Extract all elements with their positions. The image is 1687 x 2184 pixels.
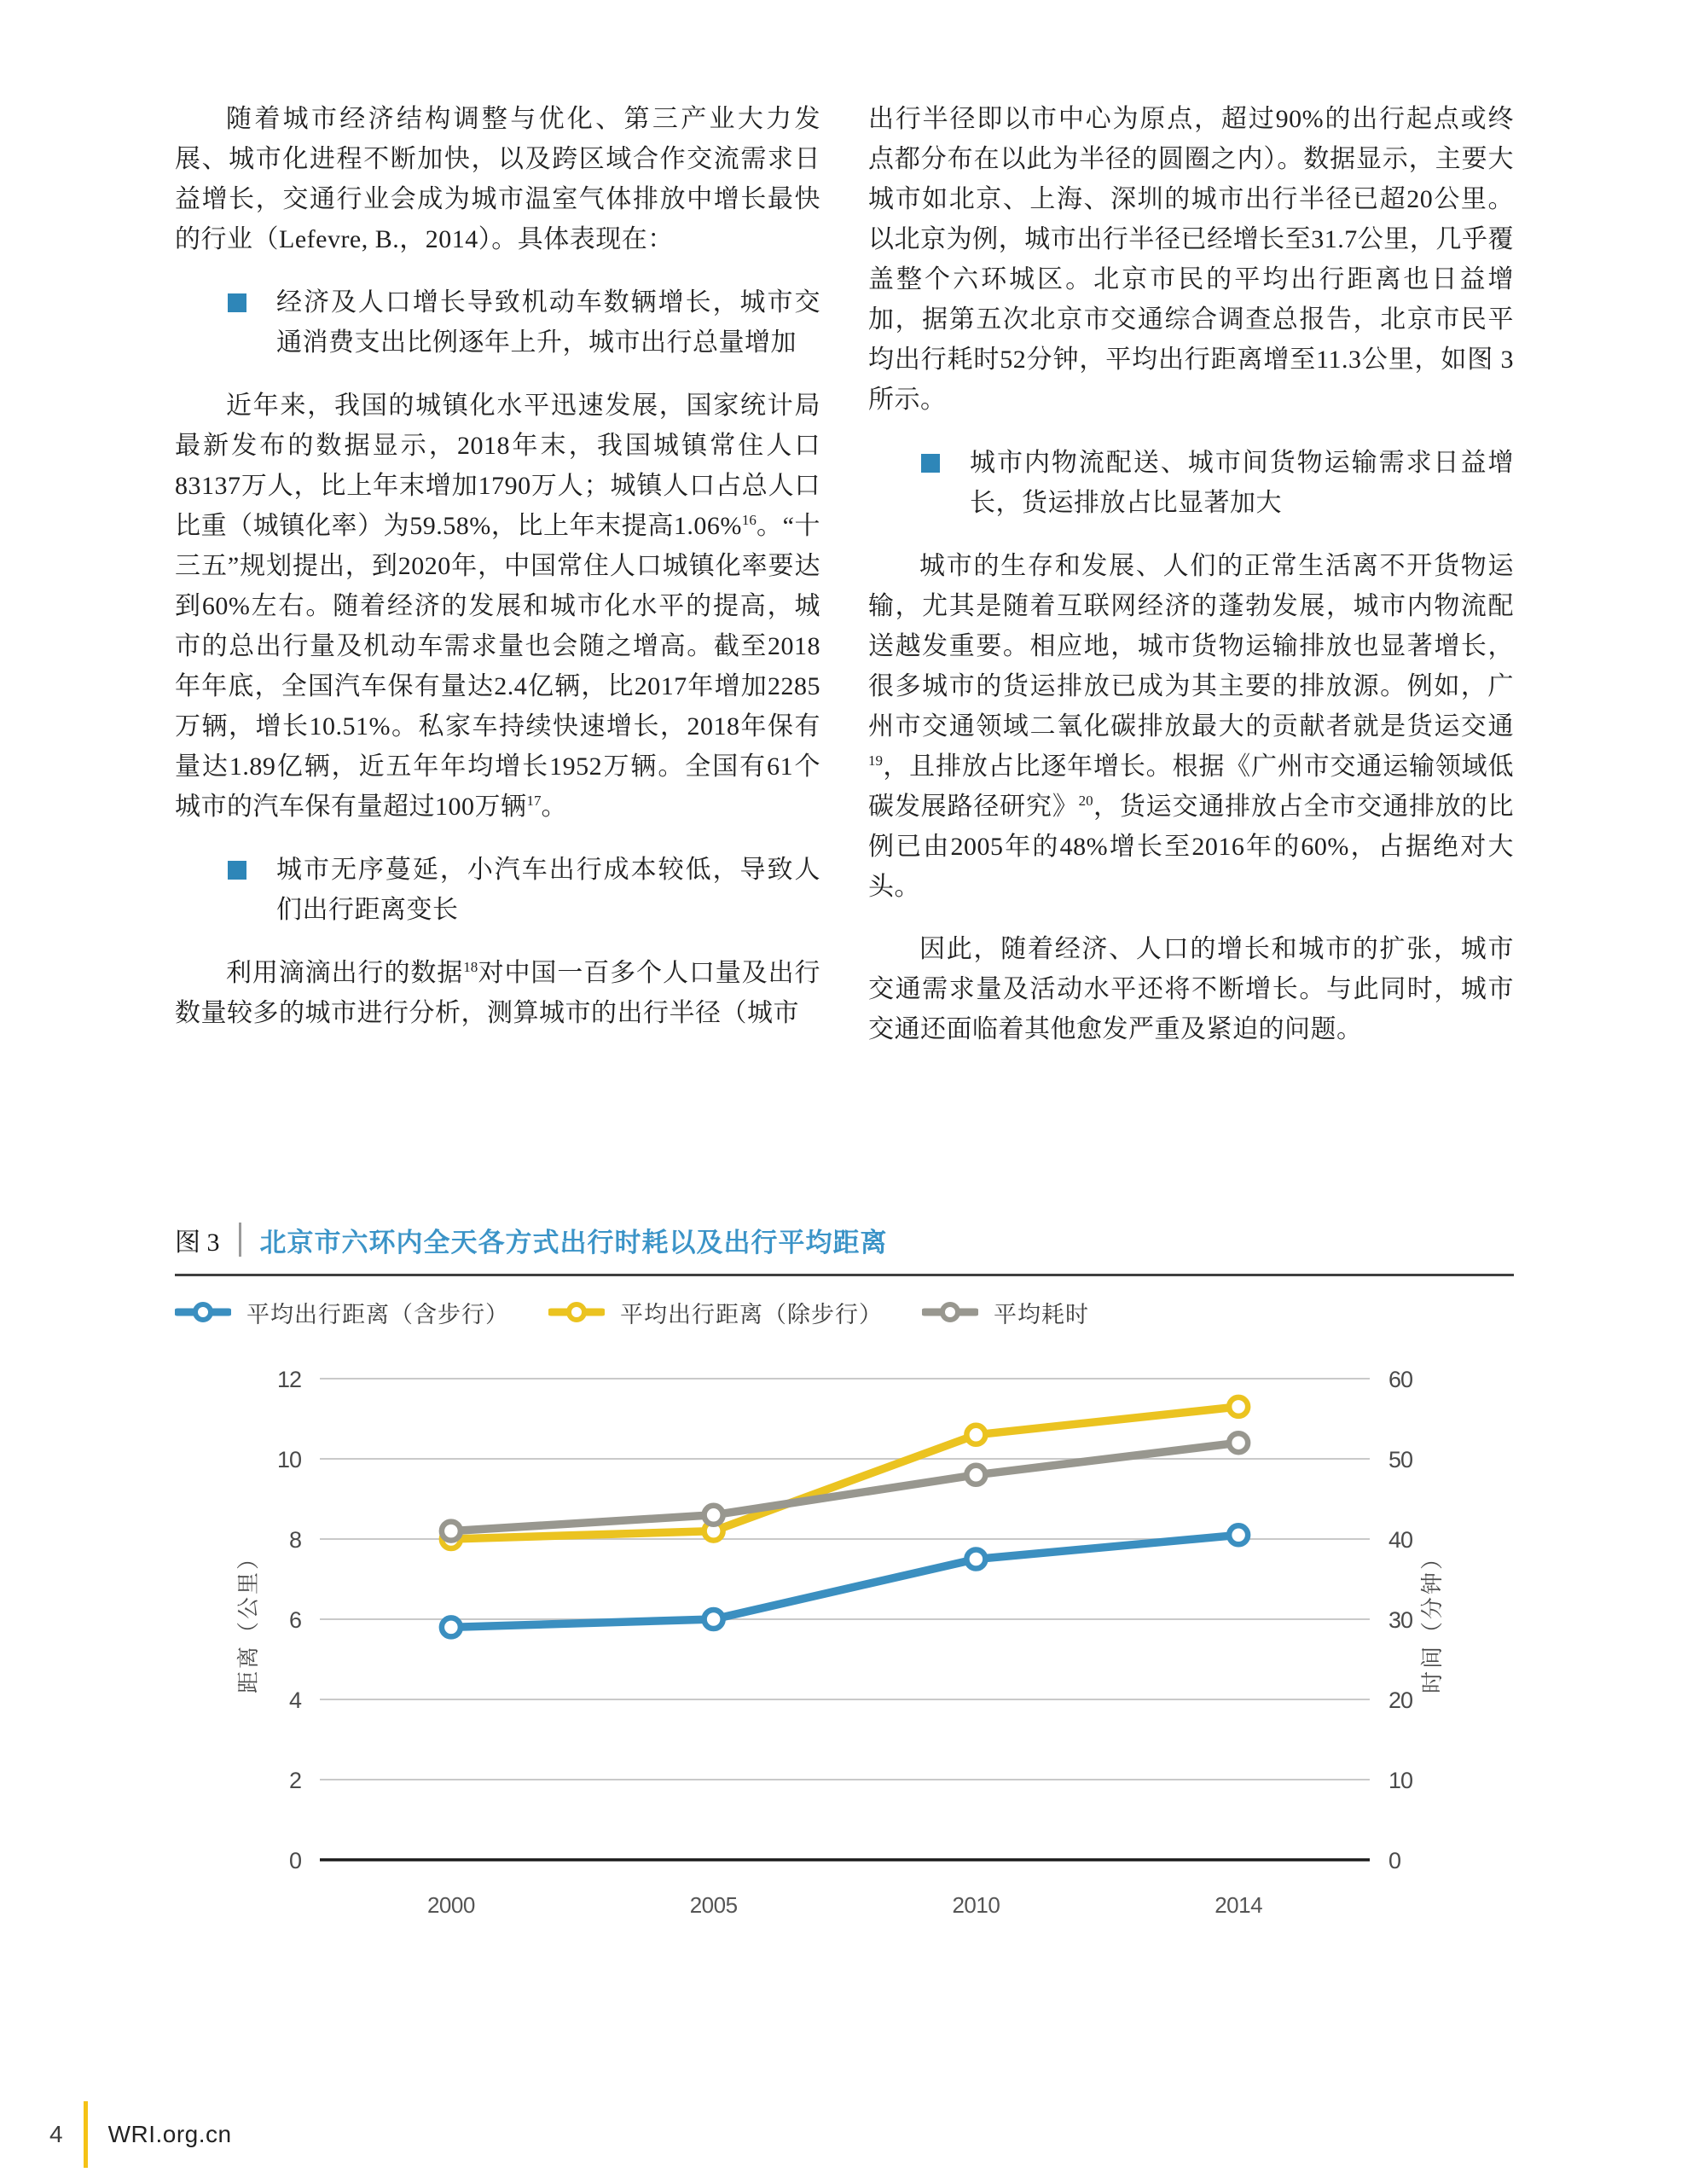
series-marker-0-2: [966, 1550, 985, 1569]
series-marker-0-0: [442, 1618, 461, 1636]
text-run: 。“十三五”规划提出，到2020年，中国常住人口城镇化率要达到60%左右。随着经济的发展和城市化水平的提高，城市的总出行量及机动车需求量也会随之增高。截至2018年年底，全国汽车保有量达2.4亿辆，比2017年增加2285万辆，增长10.51%。私家车持续快速增长，2018年保有量达1.89亿辆，近五年年均增长1952万辆。全国有61个城市的汽车保有量超过100万辆: [175, 512, 820, 821]
footnote-ref: 18: [463, 959, 478, 975]
paragraph: [175, 99, 820, 259]
legend-item-0: [175, 1296, 509, 1329]
text-run: 经济及人口增长导致机动车数辆增长，城市交通消费支出比例逐年上升，城市出行总量增加: [276, 288, 820, 357]
y-tick-left: 12: [276, 1367, 301, 1392]
y-tick-left: 4: [288, 1687, 301, 1713]
series-marker-2-1: [704, 1506, 723, 1525]
x-tick-label: 2014: [1215, 1892, 1263, 1918]
series-marker-0-1: [704, 1610, 723, 1629]
figure-rule: [175, 1274, 1514, 1276]
y-tick-right: 30: [1388, 1607, 1413, 1633]
series-marker-2-3: [1229, 1433, 1248, 1452]
bullet-square-icon: [228, 293, 246, 312]
page-footer: [49, 2100, 232, 2169]
y-axis-title-left: 距离（公里）: [235, 1544, 261, 1694]
y-tick-left: 6: [288, 1607, 301, 1633]
y-tick-right: 10: [1388, 1768, 1413, 1793]
text-run: 城市无序蔓延，小汽车出行成本较低，导致人们出行距离变长: [276, 856, 820, 924]
bullet-item: [175, 850, 820, 930]
x-tick-label: 2000: [426, 1892, 475, 1918]
bullet-item: [175, 282, 820, 363]
y-tick-left: 0: [288, 1848, 301, 1873]
text-run: 因此，随着经济、人口的增长和城市的扩张，城市交通需求量及活动水平还将不断增长。与此同时，城市交通还面临着其他愈发严重及紧迫的问题。: [868, 935, 1514, 1043]
legend-item-1: [548, 1296, 883, 1329]
series-line-0: [451, 1535, 1238, 1627]
paragraph: [175, 953, 820, 1033]
x-tick-label: 2005: [689, 1892, 738, 1918]
text-run: 城市内物流配送、城市间货物运输需求日益增长，货运排放占比显著加大: [970, 449, 1514, 517]
series-marker-2-2: [966, 1466, 985, 1484]
bullet-text: [276, 850, 820, 930]
text-run: 近年来，我国的城镇化水平迅速发展，国家统计局最新发布的数据显示，2018年末，我国城镇常住人口83137万人，比上年末增加1790万人；城镇人口占总人口比重（城镇化率）为59.58%，比上年末提高1.06%: [175, 392, 820, 540]
x-tick-label: 2010: [952, 1892, 1000, 1918]
footnote-ref: 19: [868, 752, 883, 769]
page-number: 4: [49, 2121, 63, 2147]
figure-label: 图 3: [175, 1228, 220, 1257]
text-run: ，货运交通排放占全市交通排放的比例已由2005年的48%增长至2016年的60%，占据绝对大头。: [868, 793, 1515, 901]
y-tick-right: 60: [1388, 1367, 1413, 1392]
y-tick-left: 10: [276, 1447, 301, 1472]
footer-accent-bar: [84, 2101, 88, 2168]
paragraph: [868, 929, 1514, 1049]
y-tick-right: 20: [1388, 1687, 1413, 1713]
chart-legend: [175, 1297, 1514, 1327]
text-run: 利用滴滴出行的数据: [226, 959, 464, 987]
legend-marker-icon: [175, 1301, 231, 1323]
text-run: 出行半径即以市中心为原点，超过90%的出行起点或终点都分布在以此为半径的圆圈之内）。数据显示，主要大城市如北京、上海、深圳的城市出行半径已超20公里。以北京为例，城市出行半径已经增长至31.7公里，几乎覆盖整个六环城区。北京市民的平均出行距离也日益增加，据第五次北京市交通综合调查总报告，北京市民平均出行耗时52分钟，平均出行距离增至11.3公里，如图 3 所示。: [868, 105, 1514, 414]
series-marker-2-0: [442, 1522, 461, 1541]
bullet-text: [276, 282, 820, 363]
text-run: 对中国一百多个人口量及出行数量较多的城市进行分析，测算城市的出行半径（城市: [175, 959, 821, 1027]
footer-website: WRI.org.cn: [107, 2121, 232, 2147]
figure-3: [175, 1216, 1514, 1945]
y-tick-right: 0: [1388, 1848, 1401, 1873]
footnote-ref: 20: [1078, 793, 1093, 809]
footnote-ref: 17: [526, 793, 542, 809]
paragraph: [868, 546, 1514, 907]
legend-marker-icon: [548, 1301, 605, 1323]
series-marker-1-3: [1229, 1397, 1248, 1416]
series-marker-1-2: [966, 1426, 985, 1444]
paragraph: [868, 99, 1514, 420]
figure-header: [175, 1216, 1514, 1263]
bullet-square-icon: [228, 861, 246, 880]
y-tick-right: 40: [1388, 1527, 1413, 1553]
paragraph: [175, 386, 820, 827]
text-column-right: [868, 99, 1514, 1049]
y-axis-title-right: 时间（分钟）: [1419, 1544, 1445, 1694]
series-marker-0-3: [1229, 1525, 1248, 1544]
text-run: 随着城市经济结构调整与优化、第三产业大力发展、城市化进程不断加快，以及跨区域合作交流需求日益增长，交通行业会成为城市温室气体排放中增长最快的行业（Lefevre, B.，2014）。具体表现在：: [175, 105, 820, 253]
y-tick-right: 50: [1388, 1447, 1413, 1472]
bullet-item: [868, 443, 1514, 523]
y-tick-left: 2: [288, 1768, 301, 1793]
legend-label: 平均耗时: [994, 1301, 1089, 1327]
text-column-left: [175, 99, 820, 1049]
text-run: ，且排放占比逐年增长。根据《广州市交通运输领域低碳发展路径研究》: [868, 752, 1514, 821]
bullet-square-icon: [921, 454, 940, 473]
legend-label: 平均出行距离（含步行）: [246, 1301, 509, 1327]
chart-area: [175, 1348, 1514, 1945]
legend-marker-icon: [922, 1301, 978, 1323]
y-tick-left: 8: [288, 1527, 301, 1553]
text-run: 。: [541, 793, 567, 821]
legend-item-2: [922, 1296, 1089, 1329]
series-line-1: [451, 1407, 1238, 1539]
footnote-ref: 16: [741, 512, 757, 528]
figure-label-divider: [239, 1223, 241, 1257]
body-text: [175, 99, 1514, 1049]
text-run: 城市的生存和发展、人们的正常生活离不开货物运输，尤其是随着互联网经济的蓬勃发展，城市内物流配送越发重要。相应地，城市货物运输排放也显著增长，很多城市的货运排放已成为其主要的排放源。例如，广州市交通领域二氧化碳排放最大的贡献者就是货运交通: [868, 552, 1514, 741]
line-chart: [175, 1348, 1514, 1945]
bullet-text: [970, 443, 1514, 523]
figure-title: 北京市六环内全天各方式出行时耗以及出行平均距离: [259, 1227, 888, 1258]
legend-label: 平均出行距离（除步行）: [620, 1301, 883, 1327]
